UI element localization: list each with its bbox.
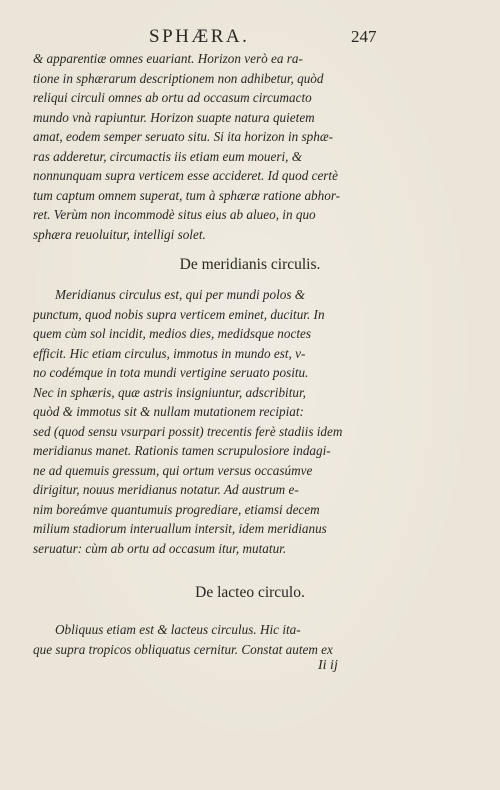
page-number: 247: [351, 27, 377, 46]
running-head: SPHÆRA.: [149, 26, 250, 47]
text-line: mundo vnà rapiuntur. Horizon suapte natura quietem: [33, 109, 315, 125]
text-line: reliqui circuli omnes ab ortu ad occasum circumacto: [33, 90, 312, 105]
text-line: Nec in sphæris, quæ astris insigniuntur, adscribitur,: [33, 384, 306, 400]
text-line: Meridianus circulus est, qui per mundi polos &: [55, 287, 306, 302]
text-line: Obliquus etiam est & lacteus circulus. Hic ita-: [55, 622, 301, 637]
section-heading-lacteo: De lacteo circulo.: [195, 584, 305, 601]
paragraph-meridian: [33, 285, 393, 558]
text-line: tione in sphærarum descriptionem non adhibetur, quòd: [33, 70, 324, 86]
paragraph-lacteo: [33, 620, 393, 659]
text-line: efficit. Hic etiam circulus, immotus in mundo est, v-: [33, 345, 306, 361]
text-line: ret. Verùm non incommodè situs eius ab alueo, in quo: [33, 207, 316, 222]
text-line: nim boreámve quantumuis progrediare, etiamsi decem: [33, 501, 320, 517]
text-line: quem cùm sol incidit, medios dies, medidsque noctes: [33, 326, 311, 341]
text-line: quòd & immotus sit & nullam mutationem recipiat:: [33, 404, 304, 419]
text-line: amat, eodem semper seruato situ. Si ita horizon in sphæ-: [33, 129, 334, 144]
signature-mark: Ii ij: [318, 658, 338, 673]
text-line: milium stadiorum interuallum intersit, idem meridianus: [33, 521, 327, 536]
text-line: nonnunquam supra verticem esse accideret. Id quod certè: [33, 168, 338, 183]
text-line: no codémque in tota mundi vertigine seruato positu.: [33, 365, 309, 380]
text-line: dirigitur, nouus meridianus notatur. Ad austrum e-: [33, 482, 299, 497]
text-line: ras adderetur, circumactis iis etiam eum moueri, &: [33, 148, 302, 164]
text-line: punctum, quod nobis supra verticem eminet, ducitur. In: [33, 306, 325, 322]
text-line: seruatur: cùm ab ortu ad occasum itur, mutatur.: [33, 540, 287, 556]
text-line: & apparentiæ omnes euariant. Horizon verò ea ra-: [33, 51, 303, 66]
text-line: ne ad quemuis gressum, qui ortum versus occasúmve: [33, 462, 313, 478]
text-line: sed (quod sensu vsurpari possit) trecentis ferè stadiis idem: [33, 423, 343, 439]
text-line: que supra tropicos obliquatus cernitur. Constat autem ex: [33, 641, 333, 657]
text-line: sphæra reuoluitur, intelligi solet.: [33, 226, 206, 242]
text-line: tum captum omnem superat, tum à sphæræ ratione abhor-: [33, 187, 341, 203]
text-line: meridianus manet. Rationis tamen scrupulosiore indagi-: [33, 443, 331, 458]
section-heading-meridian: De meridianis circulis.: [179, 256, 321, 273]
paragraph-horizon: [33, 49, 393, 244]
page-header: [0, 24, 500, 52]
